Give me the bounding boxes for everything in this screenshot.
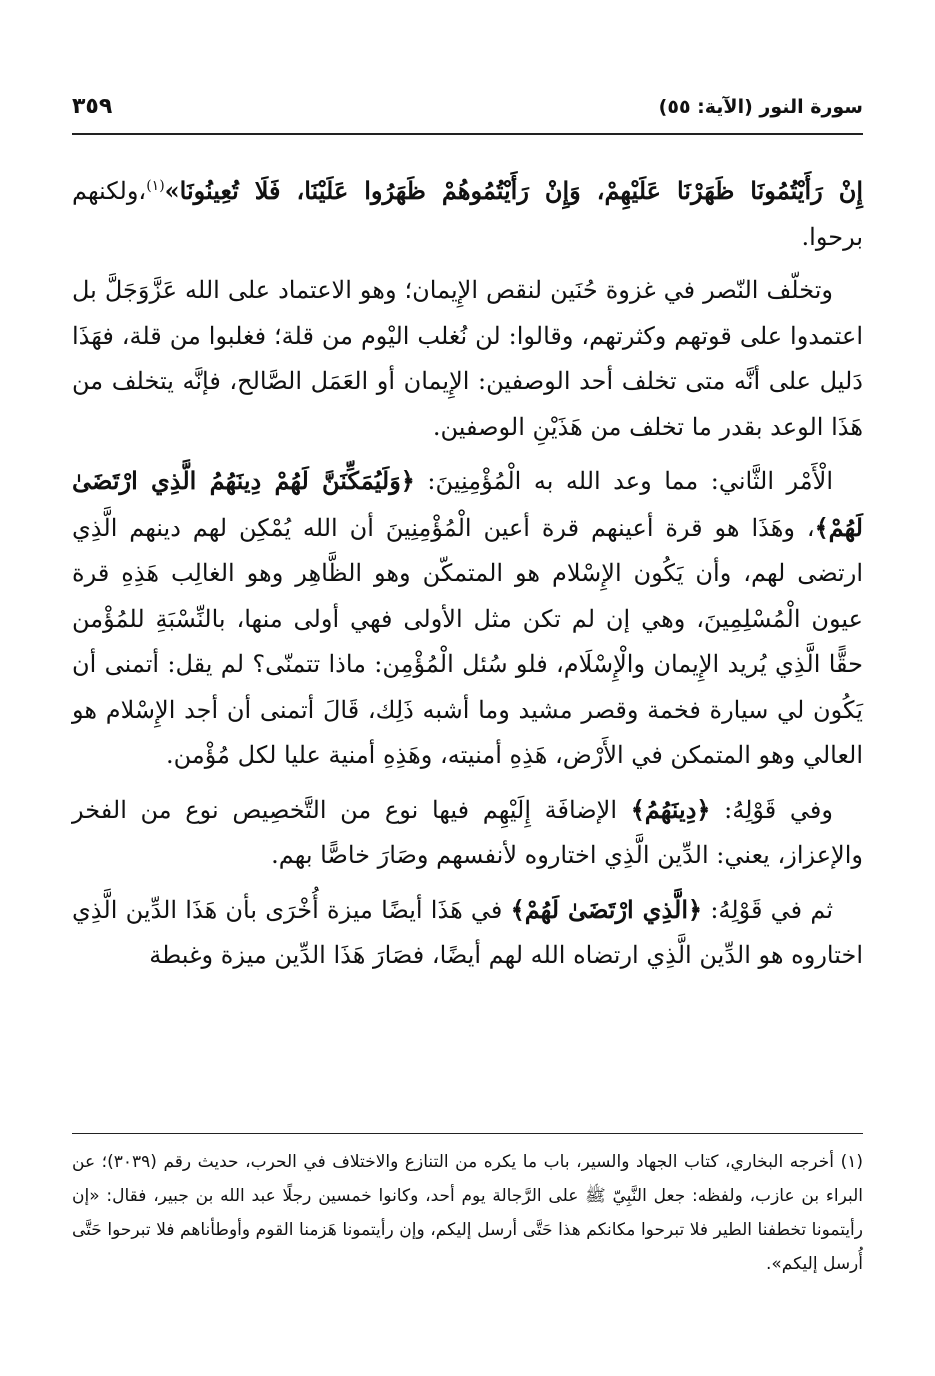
hadith-quote: إِنْ رَأَيْتُمُونَا ظَهَرْنَا عَلَيْهِمْ، وَإِنْ رَأَيْتُمُوهُمْ ظَهَرُوا عَلَيْنَا، فَلَا تُعِينُونَا» — [164, 176, 863, 205]
quran-verse: ﴿وَلَيُمَكِّنَنَّ لَهُمْ دِينَهُمُ الَّذِي ارْتَضَىٰ لَهُمْ﴾ — [72, 466, 863, 542]
paragraph-text: ، وهَذَا هو قرة أعينهم قرة أعين الْمُؤْمِنِينَ أن الله يُمْكِن لهم دينهم الَّذِي ارتضى لهم، وأن يَكُون الإِسْلام هو المتمكّن وهو الظَّاهِر وهو الغالِب هَذِهِ قرة عيون الْمُسْلِمِينَ، وهي إن لم تكن مثل الأولى فهي أولى منها، بالنِّسْبَةِ للمُؤْمن حقًّا الَّذِي يُريد الإِيمان والْإِسْلَام، فلو سُئل الْمُؤْمِن: ماذا تتمنّى؟ لم يقل: أتمنى أن يَكُون لي سيارة فخمة وقصر مشيد وما أشبه ذَلِك، قَالَ أتمنى أن أجد الإِسْلام هو العالي وهو المتمكن في الأَرْض، هَذِهِ أمنيته، وهَذِهِ أمنية عليا لكل مُؤْمن. — [72, 513, 863, 769]
paragraph-text: وفي قَوْلِهُ: — [724, 795, 833, 824]
page-number: ٣٥٩ — [72, 94, 113, 119]
paragraph-text: في هَذَا أيضًا ميزة أُخْرَى بأن هَذَا الدِّين الَّذِي اختاروه هو الدِّين الَّذِي ارتضاه الله لهم أيضًا، فصَارَ هَذَا الدِّين ميزة وغبطة — [72, 895, 863, 969]
page-header — [72, 92, 863, 132]
paragraph-text: الإضافَة إِلَيْهِم فيها نوع من التَّخصِيص نوع من الفخر والإعزاز، يعني: الدِّين الَّذِي اختاروه لأنفسهم وصَارَ خاصًّا بهم. — [72, 795, 863, 869]
footnote-1: (١) أخرجه البخاري، كتاب الجهاد والسير، باب ما يكره من التنازع والاختلاف في الحرب، حديث رقم (٣٠٣٩)؛ عن البراء بن عازب، ولفظه: جعل النَّبِيّ ﷺ على الرَّجالة يوم أحد، وكانوا خمسين رجلًا عبد الله بن جبير، فقال: «إن رأيتمونا تخطفنا الطير فلا تبرحوا مكانكم هذا حَتَّى أرسل إليكم، وإن رأيتمونا هَزمنا القوم وأوطأناهم فلا تبرحوا حَتَّى أُرسل إليكم». — [72, 1152, 863, 1274]
footnotes — [72, 1145, 863, 1281]
quran-verse: ﴿الَّذِي ارْتَضَىٰ لَهُمْ﴾ — [510, 894, 703, 924]
paragraph-2: وتخلّف النّصر في غزوة حُنَين لنقص الإِيمان؛ وهو الاعتماد على الله عَزَّوَجَلَّ بل اعتمدوا على قوتهم وكثرتهم، وقالوا: لن نُغلب اليْوم من قلة؛ فغلبوا من قلة، فهَذَا دَليل على أنَّه متى تخلف أحد الوصفين: الإِيمان أو العَمَل الصَّالح، فإنَّه يتخلف من هَذَا الوعد بقدر ما تخلف من هَذَيْنِ الوصفين. — [72, 276, 863, 441]
surah-title: سورة النور (الآية: ٥٥) — [658, 96, 863, 118]
main-text — [72, 168, 863, 987]
quran-verse: ﴿دِينَهُمُ﴾ — [630, 794, 711, 824]
header-divider — [72, 133, 863, 135]
paragraph-5 — [72, 887, 863, 979]
paragraph-4 — [72, 787, 863, 879]
paragraph-text: ثم في قَوْلِهُ: — [710, 895, 833, 924]
footnote-divider — [72, 1133, 863, 1134]
paragraph-text: ،ولكنهم برحوا. — [72, 177, 863, 251]
footnote-reference[interactable]: (١) — [146, 178, 165, 194]
paragraph-text: الْأَمْر الثَّاني: مما وعد الله به الْمُؤْمِنِينَ: — [427, 467, 833, 495]
paragraph-3 — [72, 458, 863, 779]
paragraph-1 — [72, 168, 863, 260]
